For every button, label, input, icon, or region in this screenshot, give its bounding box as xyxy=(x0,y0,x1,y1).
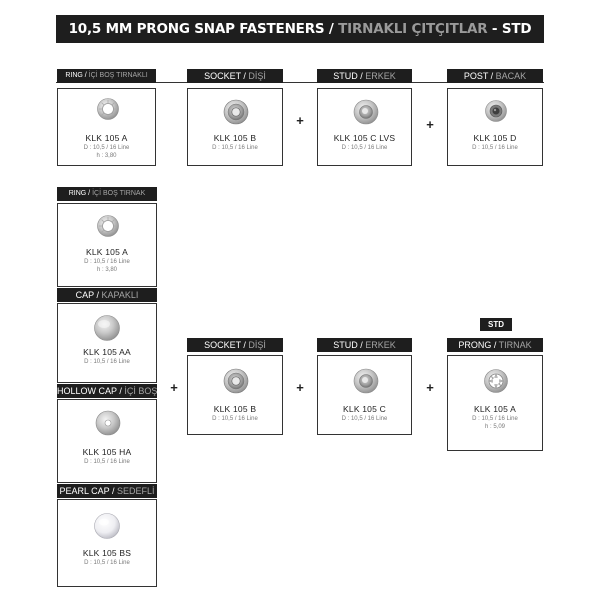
product-code: KLK 105 B xyxy=(213,404,257,414)
product-spec-diameter: D : 10,5 / 16 Line xyxy=(84,560,130,566)
header-label: SOCKET / xyxy=(204,340,249,350)
header-label: STUD / xyxy=(333,71,366,81)
product-code: KLK 105 A xyxy=(85,133,128,143)
row2-header-socket xyxy=(187,338,283,352)
product-card-post xyxy=(447,88,543,166)
product-code: KLK 105 HA xyxy=(82,447,132,457)
product-spec-diameter: D : 10,5 / 16 Line xyxy=(212,145,258,151)
plus-sign: + xyxy=(426,380,434,395)
product-code: KLK 105 BS xyxy=(82,548,132,558)
product-spec-height: h : 5,09 xyxy=(484,424,505,430)
product-code: KLK 105 B xyxy=(213,133,257,143)
product-card-prong xyxy=(447,355,543,451)
title-main: 10,5 MM PRONG SNAP FASTENERS / xyxy=(68,21,339,37)
product-spec-diameter: D : 10,5 / 16 Line xyxy=(472,145,518,151)
row1-header-ring xyxy=(57,69,156,83)
page-title xyxy=(56,15,544,43)
product-spec-diameter: D : 10,5 / 16 Line xyxy=(341,416,388,422)
ring-icon xyxy=(96,214,120,238)
header-label-accent: SEDEFLİ xyxy=(117,486,155,496)
socket-icon xyxy=(223,99,249,125)
prong-icon xyxy=(483,368,509,394)
column-header-cap xyxy=(57,288,157,302)
product-card-stud xyxy=(317,88,412,166)
product-card-stud-2 xyxy=(317,355,412,435)
product-spec-height: h : 3,80 xyxy=(96,267,117,273)
pearl-cap-icon xyxy=(93,512,121,540)
product-card-ring-2 xyxy=(57,203,157,287)
cap-icon xyxy=(93,314,121,342)
header-label: STUD / xyxy=(333,340,366,350)
socket-icon xyxy=(223,368,249,394)
title-accent: TIRNAKLI ÇITÇITLAR xyxy=(338,21,488,37)
header-label: RING / xyxy=(68,190,93,197)
product-card-cap xyxy=(57,303,157,383)
header-label: SOCKET / xyxy=(204,71,249,81)
plus-sign: + xyxy=(426,117,434,132)
product-spec-diameter: D : 10,5 / 16 Line xyxy=(212,416,258,422)
column-header-ring xyxy=(57,187,157,201)
header-label-accent: ERKEK xyxy=(365,340,396,350)
product-code: KLK 105 D xyxy=(473,133,517,143)
product-spec-diameter: D : 10,5 / 16 Line xyxy=(84,459,130,465)
header-label-accent: İÇİ BOŞ TIRNAKLI xyxy=(88,72,148,79)
stud-icon xyxy=(353,368,379,394)
product-code: KLK 105 C LVS xyxy=(333,133,396,143)
title-suffix: - STD xyxy=(487,21,532,37)
header-label-accent: BACAK xyxy=(495,71,527,81)
header-label: PEARL CAP / xyxy=(59,486,117,496)
header-label-accent: KAPAKLI xyxy=(101,290,139,300)
product-code: KLK 105 A xyxy=(86,247,128,257)
product-code: KLK 105 C xyxy=(343,404,386,414)
header-label-accent: DİŞİ xyxy=(248,71,266,81)
header-label: CAP / xyxy=(75,290,102,300)
header-label: RING / xyxy=(65,72,89,79)
row1-header-post xyxy=(447,69,543,83)
product-spec-diameter: D : 10,5 / 16 Line xyxy=(84,259,130,265)
hollow-cap-icon xyxy=(95,410,121,436)
stud-icon xyxy=(353,99,379,125)
row2-header-prong xyxy=(447,338,543,352)
plus-sign: + xyxy=(170,380,178,395)
product-card-hollow-cap xyxy=(57,399,157,483)
row1-header-stud xyxy=(317,69,412,83)
product-code: KLK 105 A xyxy=(474,404,516,414)
header-label: POST / xyxy=(463,71,496,81)
row2-header-stud xyxy=(317,338,412,352)
column-header-hollow-cap xyxy=(57,384,157,398)
header-label: PRONG / xyxy=(458,340,499,350)
product-spec-height: h : 3,80 xyxy=(96,153,117,159)
product-card-pearl-cap xyxy=(57,499,157,587)
header-label-accent: DİŞİ xyxy=(248,340,266,350)
std-tag: STD xyxy=(480,318,512,331)
product-spec-diameter: D : 10,5 / 16 Line xyxy=(83,145,130,151)
header-label: HOLLOW CAP / xyxy=(57,386,125,396)
header-label-accent: TIRNAK xyxy=(498,340,532,350)
header-label-accent: İÇİ BOŞ xyxy=(124,386,157,396)
product-card-socket-2 xyxy=(187,355,283,435)
header-label-accent: ERKEK xyxy=(365,71,396,81)
plus-sign: + xyxy=(296,380,304,395)
row1-header-socket xyxy=(187,69,283,83)
product-card-socket xyxy=(187,88,283,166)
header-label-accent: İÇİ BOŞ TIRNAK xyxy=(92,190,146,197)
column-header-pearl-cap xyxy=(57,484,157,498)
plus-sign: + xyxy=(296,113,304,128)
product-spec-diameter: D : 10,5 / 16 Line xyxy=(472,416,518,422)
product-spec-diameter: D : 10,5 / 16 Line xyxy=(341,145,388,151)
product-card-ring xyxy=(57,88,156,166)
ring-icon xyxy=(96,97,120,121)
product-spec-diameter: D : 10,5 / 16 Line xyxy=(84,359,130,365)
post-icon xyxy=(484,99,508,123)
product-code: KLK 105 AA xyxy=(83,347,131,357)
